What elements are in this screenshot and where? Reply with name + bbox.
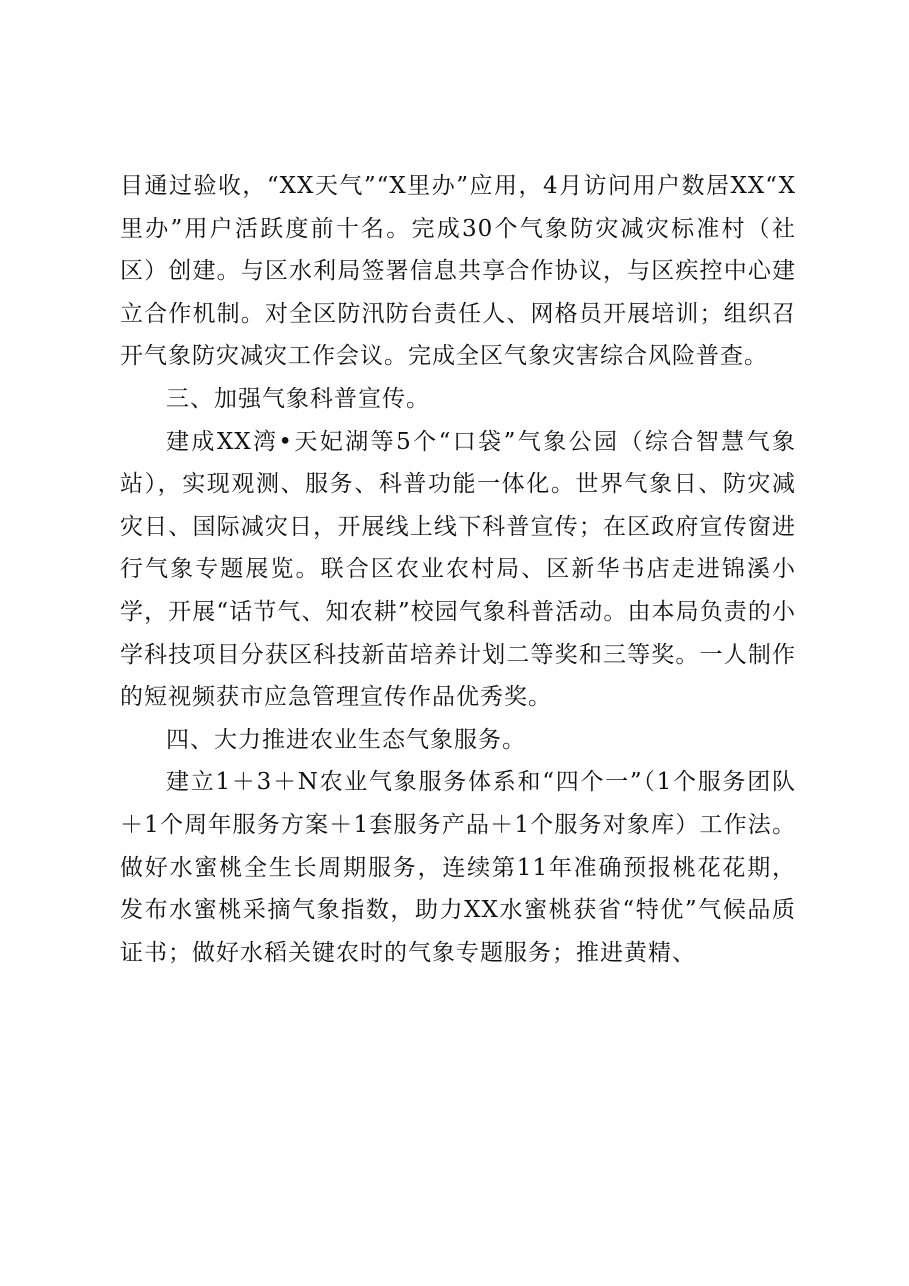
section-heading-4: 四、大力推进农业生态气象服务。 bbox=[166, 726, 526, 753]
paragraph-continuation: 目通过验收，“XX天气”“X里办”应用，4月访问用户数居XX“X里办”用户活跃度前十名。完成30个气象防灾减灾标准村（社区）创建。与区水利局签署信息共享合作协议，与区疾控中心建立合作机制。对全区防汛防台责任人、网格员开展培训；组织召开气象防灾减灾工作会议。完成全区气象灾害综合风险普查。 bbox=[120, 173, 796, 370]
paragraph-science-publicity: 建成XX湾•天妃湖等5个“口袋”气象公园（综合智慧气象站），实现观测、服务、科普功能一体化。世界气象日、防灾减灾日、国际减灾日，开展线上线下科普宣传；在区政府宣传窗进行气象专题展览。联合区农业农村局、区新华书店走进锦溪小学，开展“话节气、知农耕”校园气象科普活动。由本局负责的小学科技项目分获区科技新苗培养计划二等奖和三等奖。一人制作的短视频获市应急管理宣传作品优秀奖。 bbox=[120, 428, 796, 711]
document-body bbox=[120, 165, 796, 974]
section-heading-3: 三、加强气象科普宣传。 bbox=[166, 385, 430, 412]
paragraph-agriculture-service: 建立1＋3＋N农业气象服务体系和“四个一”（1个服务团队＋1个周年服务方案＋1套服务产品＋1个服务对象库）工作法。做好水蜜桃全生长周期服务，连续第11年准确预报桃花花期，发布水蜜桃采摘气象指数，助力XX水蜜桃获省“特优”气候品质证书；做好水稻关键农时的气象专题服务；推进黄精、 bbox=[120, 769, 796, 966]
